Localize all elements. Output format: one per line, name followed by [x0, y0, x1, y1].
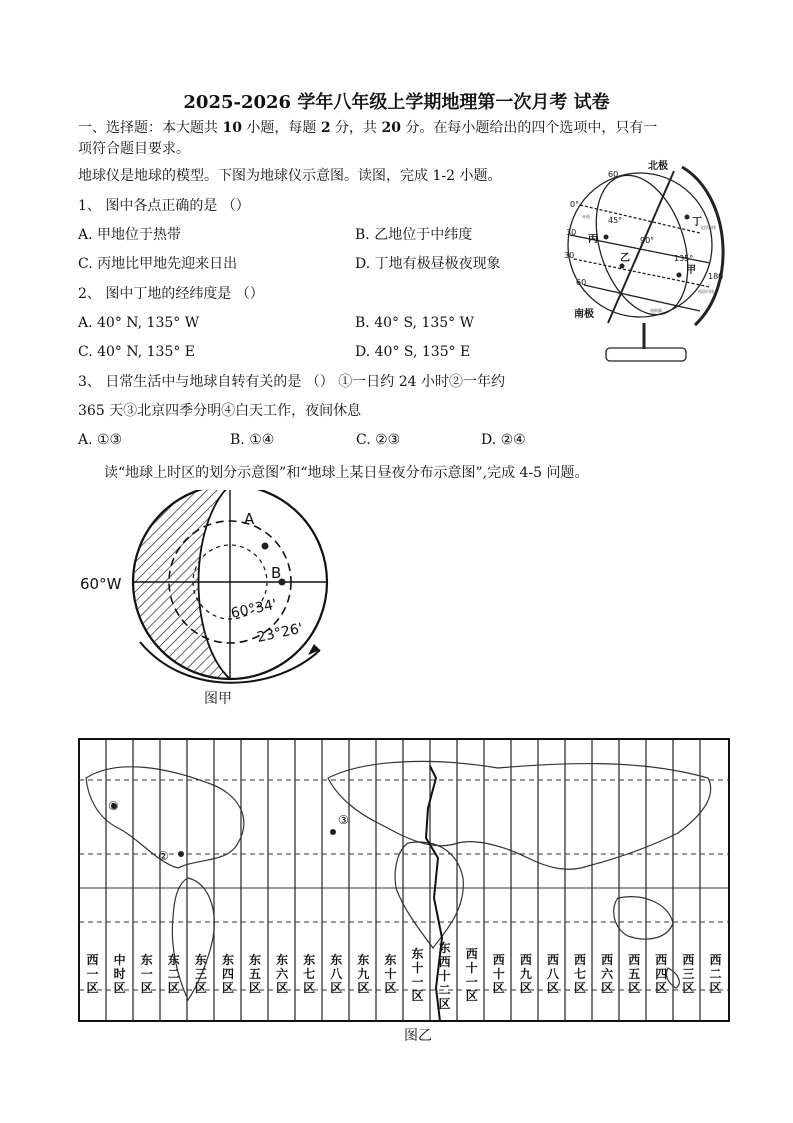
- time-zone-label: 东三区: [194, 953, 207, 995]
- longitude-label: 60°W: [80, 575, 122, 593]
- latitude-line-label: 南极圈: [650, 308, 662, 313]
- coordinate-label: 90°: [640, 236, 655, 245]
- time-zone-label: 东一区: [140, 953, 153, 995]
- point-label: 乙: [620, 253, 630, 264]
- time-zone-label: 西八区: [546, 953, 559, 995]
- page-title: 2025-2026 学年八年级上学期地理第一次月考 试卷: [183, 92, 610, 113]
- latitude-line-label: 北回归线: [700, 225, 716, 230]
- time-zone-label: 东六区: [276, 953, 289, 995]
- time-zone-label: 东十一区: [411, 947, 424, 1003]
- question-stem-line2: 365 天③北京四季分明④白天工作，夜间休息: [78, 403, 362, 419]
- time-zone-label: 东西十二区: [438, 941, 451, 1011]
- time-zone-label: 西一区: [86, 953, 99, 995]
- figure-caption: 图乙: [404, 1028, 432, 1044]
- point-b-label: B: [271, 564, 282, 582]
- option-d: D. ②④: [481, 432, 526, 448]
- map-marker-label: ①: [108, 799, 119, 813]
- latitude-line-label: 赤道: [582, 214, 590, 219]
- figure-caption: 图甲: [204, 691, 232, 707]
- time-zone-label: 东二区: [167, 953, 180, 995]
- option-b: B. ①④: [230, 432, 275, 448]
- time-zone-label: 东七区: [303, 953, 316, 995]
- section-heading-line2: 项符合题目要求。: [78, 141, 190, 157]
- option-d: D. 丁地有极昼极夜现象: [355, 256, 501, 272]
- coordinate-label: 60: [608, 170, 619, 179]
- point-a-marker: [262, 543, 269, 550]
- option-a: A. ①③: [78, 432, 123, 448]
- latitude-label: 23°26': [255, 620, 305, 646]
- time-zone-label: 东九区: [357, 953, 370, 995]
- option-c: C. ②③: [356, 432, 401, 448]
- time-zone-label: 西三区: [682, 953, 695, 995]
- coordinate-label: 30: [566, 228, 577, 237]
- time-zone-label: 西五区: [628, 953, 641, 995]
- option-d: D. 40° S, 135° E: [355, 344, 471, 360]
- map-marker-label: ②: [158, 849, 169, 863]
- figure-day-night: [78, 490, 338, 712]
- question-stem: 1、 图中各点正确的是 （）: [78, 198, 250, 214]
- point-label: 甲: [686, 265, 696, 276]
- option-b: B. 40° S, 135° W: [355, 315, 475, 331]
- question-stem: 3、 日常生活中与地球自转有关的是 （） ①一日约 24 小时②一年约: [78, 374, 505, 390]
- time-zone-label: 西四区: [655, 953, 668, 995]
- question-stem: 2、 图中丁地的经纬度是 （）: [78, 286, 264, 302]
- time-zone-label: 西十一区: [465, 947, 478, 1003]
- time-zone-label: 东八区: [330, 953, 343, 995]
- time-zone-label: 东五区: [249, 953, 262, 995]
- section-heading: 一、选择题：本大题共 10 小题，每题 2 分，共 20 分。在每小题给出的四个选项中，只有一: [78, 120, 658, 136]
- latitude-line-label: 南回归线: [698, 289, 714, 294]
- time-zone-label: 西九区: [519, 953, 532, 995]
- option-b: B. 乙地位于中纬度: [355, 227, 473, 243]
- option-a: A. 40° N, 135° W: [78, 315, 200, 331]
- coordinate-label: 135°: [674, 254, 694, 263]
- coordinate-label: 180: [708, 272, 724, 281]
- time-zone-label: 西十区: [492, 953, 505, 995]
- figure-time-zones: [78, 738, 730, 1056]
- option-c: C. 40° N, 135° E: [78, 344, 196, 360]
- globe-figure: [560, 155, 740, 370]
- map-marker-label: ③: [338, 813, 349, 827]
- coordinate-label: 60: [576, 278, 587, 287]
- coordinate-label: 45°: [608, 216, 623, 225]
- latitude-label: 60°34': [229, 596, 279, 622]
- intro-text: 地球仪是地球的模型。下图为地球仪示意图。读图，完成 1-2 小题。: [78, 168, 502, 184]
- coordinate-label: 30: [564, 251, 575, 260]
- time-zone-label: 东四区: [221, 953, 234, 995]
- time-zone-label: 西二区: [709, 953, 722, 995]
- coordinate-label: 0°: [570, 200, 580, 209]
- option-c: C. 丙地比甲地先迎来日出: [78, 256, 238, 272]
- option-a: A. 甲地位于热带: [78, 227, 182, 243]
- point-a-label: A: [244, 510, 255, 528]
- time-zone-label: 中时区: [113, 953, 126, 995]
- time-zone-label: 东十区: [384, 953, 397, 995]
- point-label: 丙: [588, 234, 598, 245]
- time-zone-label: 西七区: [574, 953, 587, 995]
- north-pole-label: 北极: [648, 161, 668, 172]
- intro-text: 读“地球上时区的划分示意图”和“地球上某日昼夜分布示意图”,完成 4-5 问题。: [104, 465, 589, 481]
- time-zone-label: 西六区: [601, 953, 614, 995]
- point-label: 丁: [692, 217, 702, 228]
- south-pole-label: 南极: [574, 309, 594, 320]
